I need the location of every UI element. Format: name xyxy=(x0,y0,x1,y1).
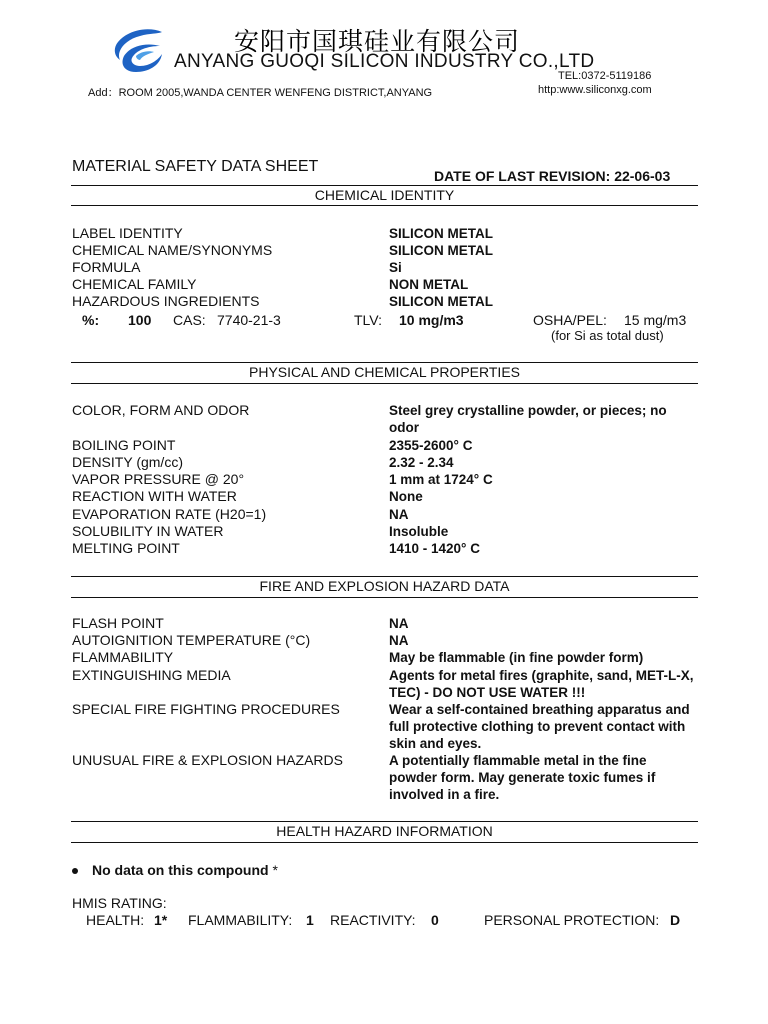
cas-label: CAS: xyxy=(173,312,206,328)
osha-note: (for Si as total dust) xyxy=(551,328,664,343)
row-value: Steel grey crystalline powder, or pieces; no odor xyxy=(389,403,667,435)
row-label: MELTING POINT xyxy=(72,540,180,556)
section-heading-health: HEALTH HAZARD INFORMATION xyxy=(276,823,493,839)
divider xyxy=(71,205,698,206)
health-bullet-item xyxy=(72,862,278,878)
percent-label: %: xyxy=(82,312,100,328)
row-label: SPECIAL FIRE FIGHTING PROCEDURES xyxy=(72,701,340,717)
row-value: Insoluble xyxy=(389,524,449,539)
section-heading-physical: PHYSICAL AND CHEMICAL PROPERTIES xyxy=(249,364,520,380)
percent-value: 100 xyxy=(128,312,152,328)
divider xyxy=(71,597,698,598)
row-value: NA xyxy=(389,507,409,522)
row-value: Agents for metal fires (graphite, sand, MET-L-X, TEC) - DO NOT USE WATER !!! xyxy=(389,668,694,700)
row-label: AUTOIGNITION TEMPERATURE (°C) xyxy=(72,632,311,648)
row-value: SILICON METAL xyxy=(389,294,493,309)
osha-label: OSHA/PEL: xyxy=(533,312,607,328)
row-label: EXTINGUISHING MEDIA xyxy=(72,667,231,683)
row-value: 1410 - 1420° C xyxy=(389,541,480,556)
hmis-flammability-value: 1 xyxy=(306,912,314,928)
tlv-label: TLV: xyxy=(354,312,383,328)
row-value: SILICON METAL xyxy=(389,226,493,241)
row-label: DENSITY (gm/cc) xyxy=(72,454,183,470)
row-label: UNUSUAL FIRE & EXPLOSION HAZARDS xyxy=(72,752,343,768)
company-logo xyxy=(110,26,170,74)
bullet-icon xyxy=(72,868,78,874)
row-label: HAZARDOUS INGREDIENTS xyxy=(72,293,260,309)
company-name-cn: 安阳市国琪硅业有限公司 xyxy=(234,27,521,56)
row-label: FLAMMABILITY xyxy=(72,649,174,665)
row-label: CHEMICAL NAME/SYNONYMS xyxy=(72,242,273,258)
divider xyxy=(71,842,698,843)
tlv-value: 10 mg/m3 xyxy=(399,312,464,328)
row-value: NA xyxy=(389,616,409,631)
row-value: NON METAL xyxy=(389,277,469,292)
row-label: COLOR, FORM AND ODOR xyxy=(72,402,250,418)
osha-value: 15 mg/m3 xyxy=(624,312,687,328)
company-website: http:www.siliconxg.com xyxy=(538,84,652,96)
row-value: Wear a self-contained breathing apparatus and full protective clothing to prevent contact with skin and eyes. xyxy=(389,702,690,751)
health-bullet-text: No data on this compound xyxy=(92,862,269,878)
logo-swoosh-mid xyxy=(123,44,163,72)
row-value: 2355-2600° C xyxy=(389,438,473,453)
divider xyxy=(71,362,698,363)
row-value: None xyxy=(389,489,423,504)
row-label: VAPOR PRESSURE @ 20° xyxy=(72,471,245,487)
row-label: BOILING POINT xyxy=(72,437,176,453)
hmis-reactivity-value: 0 xyxy=(431,912,439,928)
row-value: 2.32 - 2.34 xyxy=(389,455,454,470)
hmis-health-value: 1* xyxy=(154,912,168,928)
company-address: Add：ROOM 2005,WANDA CENTER WENFENG DISTRICT,ANYANG xyxy=(88,87,433,99)
document-title: MATERIAL SAFETY DATA SHEET xyxy=(72,158,319,175)
row-label: REACTION WITH WATER xyxy=(72,488,237,504)
row-value: May be flammable (in fine powder form) xyxy=(389,650,644,665)
row-value: A potentially flammable metal in the fine powder form. May generate toxic fumes if involved in a fire. xyxy=(389,753,656,802)
divider xyxy=(71,383,698,384)
company-name-en: ANYANG GUOQI SILICON INDUSTRY CO.,LTD xyxy=(174,51,595,72)
hmis-reactivity-label: REACTIVITY: xyxy=(330,912,416,928)
hmis-label: HMIS RATING: xyxy=(72,895,167,911)
hmis-flammability-label: FLAMMABILITY: xyxy=(188,912,293,928)
divider xyxy=(71,576,698,577)
hmis-protection-value: D xyxy=(670,912,681,928)
company-tel: TEL:0372-5119186 xyxy=(558,70,652,82)
row-label: CHEMICAL FAMILY xyxy=(72,276,197,292)
row-value: NA xyxy=(389,633,409,648)
row-label: FORMULA xyxy=(72,259,141,275)
row-label: SOLUBILITY IN WATER xyxy=(72,523,224,539)
revision-date: DATE OF LAST REVISION: 22-06-03 xyxy=(434,168,671,184)
health-bullet-mark: * xyxy=(272,862,278,878)
divider xyxy=(71,185,698,186)
cas-value: 7740-21-3 xyxy=(217,312,281,328)
row-value: 1 mm at 1724° C xyxy=(389,472,493,487)
section-heading-fire: FIRE AND EXPLOSION HAZARD DATA xyxy=(259,578,510,594)
logo-swoosh-accent xyxy=(136,51,154,60)
hmis-protection-label: PERSONAL PROTECTION: xyxy=(484,912,660,928)
section-heading-chemical-identity: CHEMICAL IDENTITY xyxy=(314,187,455,203)
divider xyxy=(71,821,698,822)
row-value: SILICON METAL xyxy=(389,243,493,258)
row-label: EVAPORATION RATE (H20=1) xyxy=(72,506,267,522)
row-label: LABEL IDENTITY xyxy=(72,225,183,241)
hmis-health-label: HEALTH: xyxy=(86,912,145,928)
row-label: FLASH POINT xyxy=(72,615,164,631)
row-value: Si xyxy=(389,260,402,275)
